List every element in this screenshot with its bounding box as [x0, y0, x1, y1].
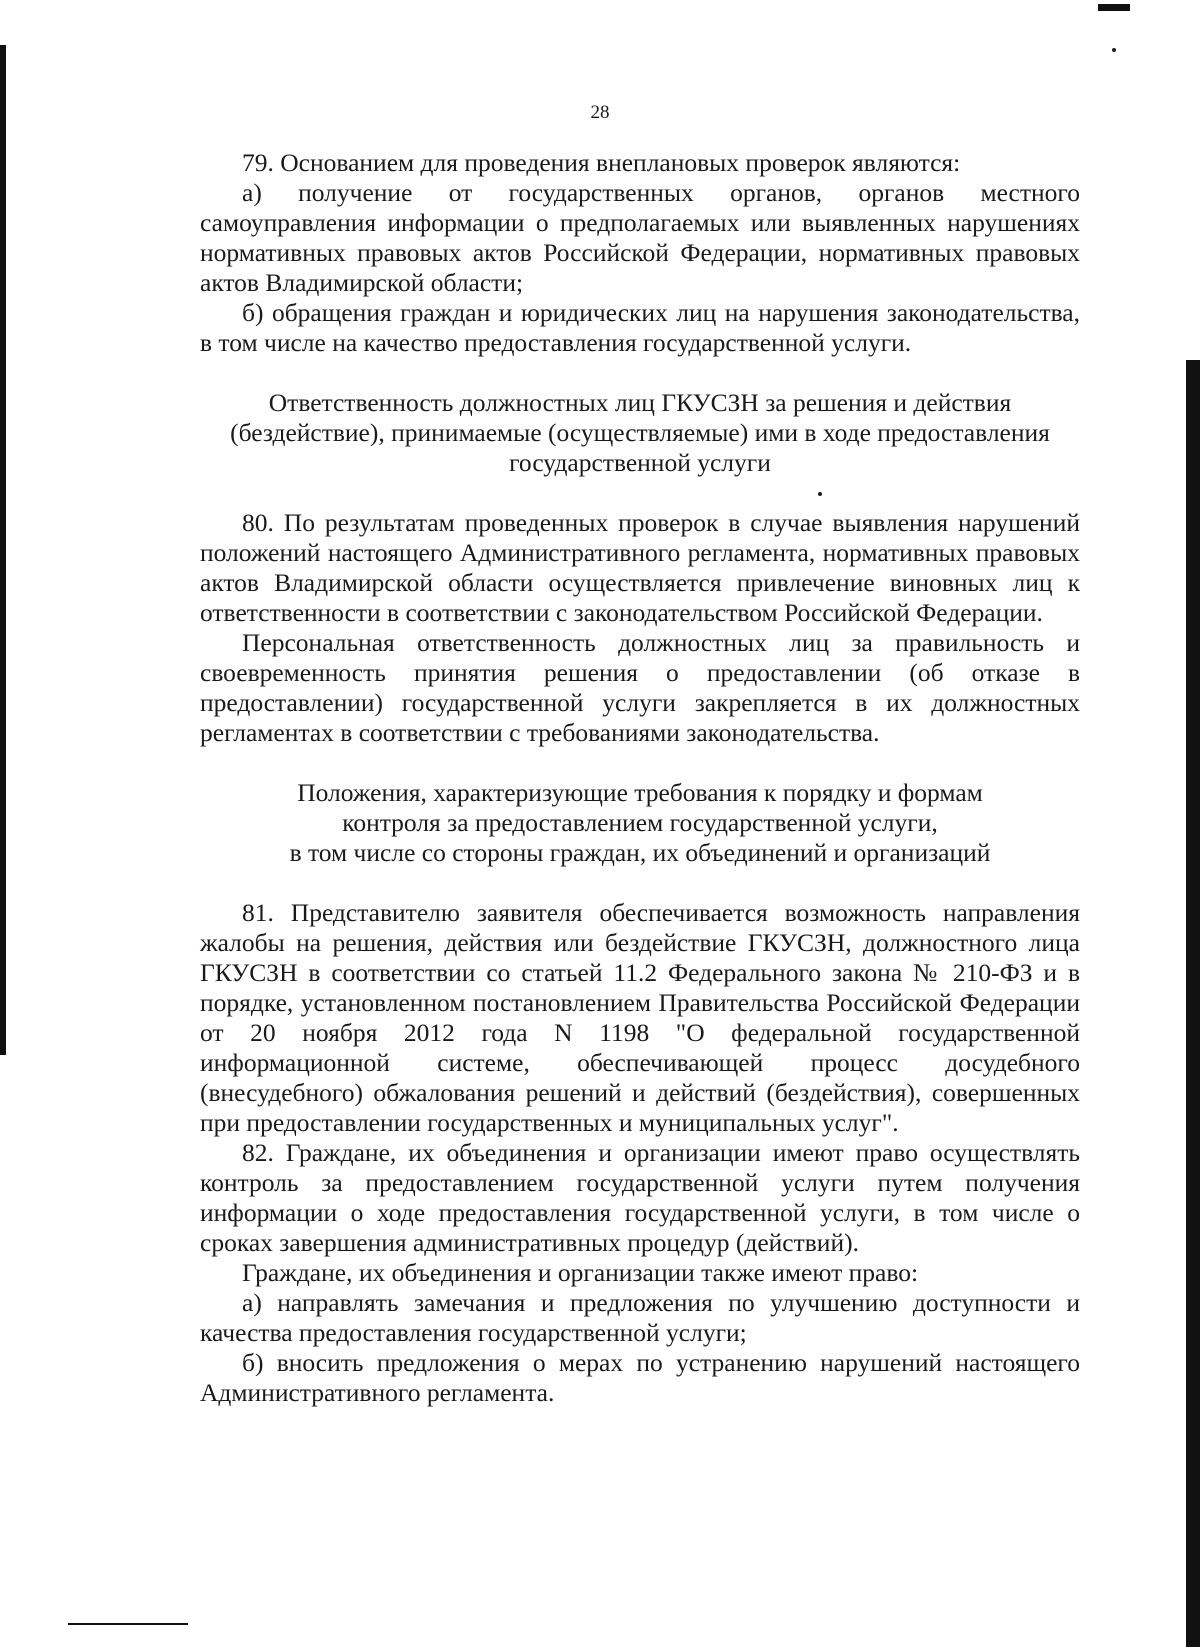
paragraph-personal-responsibility: Персональная ответственность должностных лиц за правильность и своевременность принятия решения о предоставлении (об отказе в предоставлении) государственной услуги закрепляется в их должностных регламентах в соответствии с требованиями законодательства. [200, 628, 1080, 747]
paragraph-rights: Граждане, их объединения и организации также имеют право: [242, 1258, 919, 1287]
paragraph-79: 79. Основанием для проведения внеплановых проверок являются: [242, 148, 961, 177]
paragraph-rights-a: а) направлять замечания и предложения по улучшению доступности и качества предоставления государственной услуги; [200, 1288, 1080, 1347]
scan-edge-right [1186, 360, 1200, 1647]
document-body [200, 148, 1080, 1408]
section-heading-responsibility [200, 388, 1080, 478]
section-heading-control [200, 778, 1080, 868]
paragraph-rights-b: б) вносить предложения о мерах по устранению нарушений настоящего Административного регламента. [200, 1348, 1080, 1407]
heading-line: контроля за предоставлением государственной услуги, [342, 808, 938, 837]
heading-line: Положения, характеризующие требования к порядку и формам [297, 778, 983, 807]
heading-line: (бездействие), принимаемые (осуществляемые) ими в ходе предоставления [230, 418, 1050, 447]
scan-mark-top-right [1098, 4, 1130, 11]
heading-line: Ответственность должностных лиц ГКУСЗН за решения и действия [268, 388, 1012, 417]
paragraph-79-a: а) получение от государственных органов, органов местного самоуправления информации о предполагаемых или выявленных нарушениях нормативных правовых актов Российской Федерации, нормативных правовых актов Владимирской области; [200, 178, 1080, 297]
scan-line-bottom-left [68, 1623, 188, 1625]
scan-edge-left [0, 45, 6, 1055]
paragraph-79-b: б) обращения граждан и юридических лиц на нарушения законодательства, в том числе на качество предоставления государственной услуги. [200, 298, 1080, 357]
dust-speck [1112, 48, 1116, 52]
paragraph-80: 80. По результатам проведенных проверок в случае выявления нарушений положений настоящего Административного регламента, нормативных правовых актов Владимирской области осуществляется привлечение виновных лиц к ответственности в соответствии с законодательством Российской Федерации. [200, 508, 1080, 627]
paragraph-82: 82. Граждане, их объединения и организации имеют право осуществлять контроль за предоставлением государственной услуги путем получения информации о ходе предоставления государственной услуги, в том числе о сроках завершения административных процедур (действий). [200, 1138, 1080, 1257]
heading-line: государственной услуги [509, 448, 771, 477]
paragraph-81: 81. Представителю заявителя обеспечивается возможность направления жалобы на решения, действия или бездействие ГКУСЗН, должностного лица ГКУСЗН в соответствии со статьей 11.2 Федерального закона № 210-ФЗ и в порядке, установленном постановлением Правительства Российской Федерации от 20 ноября 2012 года N 1198 "О федеральной государственной информационной системе, обеспечивающей процесс досудебного (внесудебного) обжалования решений и действий (бездействия), совершенных при предоставлении государственных и муниципальных услуг". [200, 898, 1080, 1137]
heading-line: в том числе со стороны граждан, их объединений и организаций [289, 838, 991, 867]
page-number: 28 [590, 102, 610, 123]
